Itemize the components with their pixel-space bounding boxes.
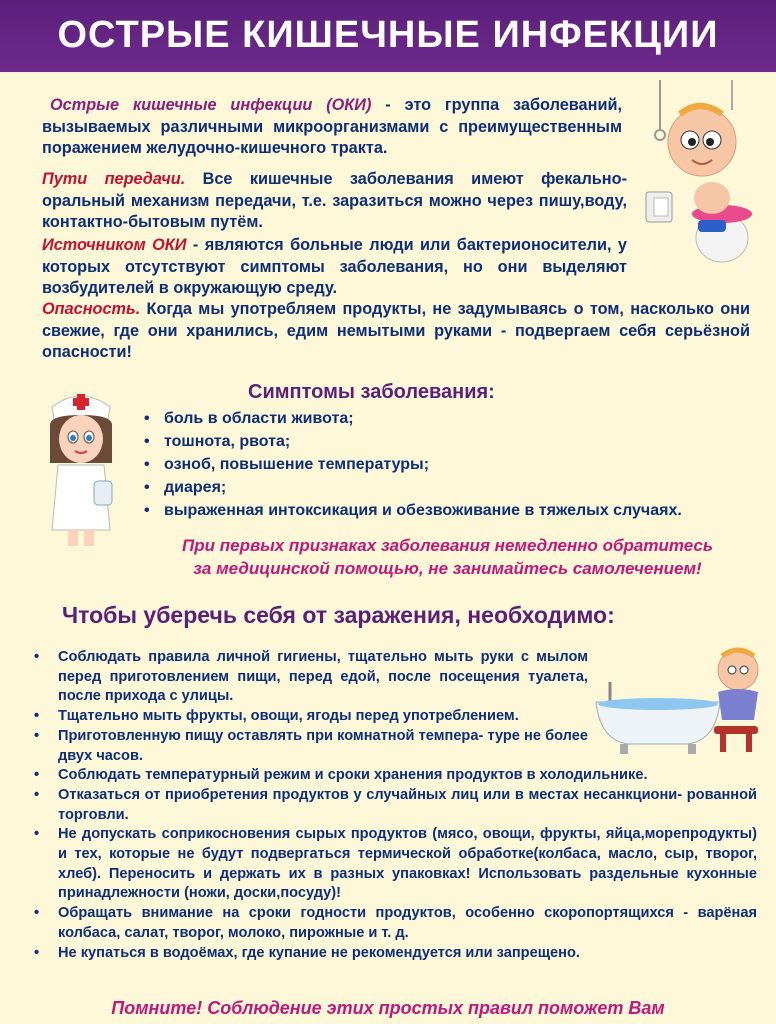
toddler-potty-illustration <box>640 80 770 270</box>
symptoms-list <box>140 407 770 522</box>
danger-lead: Опасность. <box>42 300 141 318</box>
transmission-lead: Пути передачи. <box>42 170 186 188</box>
intro-lead: Острые кишечные инфекции (ОКИ) <box>50 96 372 114</box>
list-item: • выраженная интоксикация и обезвоживание в тяжелых случаях. <box>140 499 770 522</box>
bathtub-baby-illustration <box>592 640 770 760</box>
list-item: • Соблюдать температурный режим и сроки хранения продуктов в холодильнике. <box>32 766 757 786</box>
transmission-text: Все кишечные заболевания имеют фекально-оральный механизм передачи, т.е. заразиться можно через пишу,воду, контактно-бытовым путём. <box>42 170 627 231</box>
page-title: ОСТРЫЕ КИШЕЧНЫЕ ИНФЕКЦИИ <box>57 14 719 56</box>
list-item: • Тщательно мыть фрукты, овощи, ягоды перед употреблением. <box>32 707 588 727</box>
source-text: - являются больные люди или бактерионосители, у которых отсутствуют симптомы заболевания, но они выделяют возбудителей в окружающую среду. <box>42 236 627 297</box>
intro-text: - это группа заболеваний, вызываемых различными микроорганизмами с преимущественным поражением желудочно-кишечного тракта. <box>42 96 622 157</box>
footer-reminder: Помните! Соблюдение этих простых правил поможет Вам <box>111 998 665 1018</box>
list-item: • озноб, повышение температуры; <box>140 453 770 476</box>
intro-paragraph <box>42 95 622 160</box>
list-item: • Обращать внимание на сроки годности продуктов, особенно скоропортящихся - варёная колбаса, салат, творог, молоко, пирожные и т. д. <box>32 904 757 943</box>
nurse-illustration <box>38 385 124 550</box>
list-item: • Соблюдать правила личной гигиены, тщательно мыть руки с мылом перед приготовлением пищи, перед едой, после посещения туалета, после прихода с улицы. <box>32 648 588 707</box>
medical-warning <box>120 534 775 580</box>
list-item: • тошнота, рвота; <box>140 430 770 453</box>
list-item: • Не допускать соприкосновения сырых продуктов (мясо, овощи, фрукты, яйца,морепродукты) и тех, которые не будут подвергаться термической обработке(колбаса, масло, сыр, творог, хлеб). Переносить и держать их в разных упаковках! Использовать раздельные кухонные принадлежности (ножи, доски,посуду)! <box>32 825 757 904</box>
list-item: • боль в области живота; <box>140 407 770 430</box>
danger-paragraph <box>42 299 750 364</box>
warning-line-2: за медицинской помощью, не занимайтесь самолечением! <box>193 559 702 578</box>
source-lead: Источником ОКИ <box>42 236 187 254</box>
list-item: • Приготовленную пищу оставлять при комнатной темпера- туре не более двух часов. <box>32 727 588 766</box>
danger-text: Когда мы употребляем продукты, не задумываясь о том, насколько они свежие, где они хранились, едим немытыми руками - подвергаем себя серьёзной опасности! <box>42 300 750 361</box>
list-item: • диарея; <box>140 476 770 499</box>
symptoms-title: Симптомы заболевания: <box>248 381 495 403</box>
transmission-paragraph <box>42 169 627 234</box>
title-banner <box>0 0 776 72</box>
list-item: • Отказаться от приобретения продуктов у случайных лиц или в местах несанкциони- рованной торговли. <box>32 786 757 825</box>
list-item: • Не купаться в водоёмах, где купание не рекомендуется или запрещено. <box>32 944 757 964</box>
prevention-title: Чтобы уберечь себя от заражения, необходимо: <box>62 602 615 628</box>
source-paragraph <box>42 235 627 300</box>
warning-line-1: При первых признаках заболевания немедленно обратитесь <box>182 536 713 555</box>
